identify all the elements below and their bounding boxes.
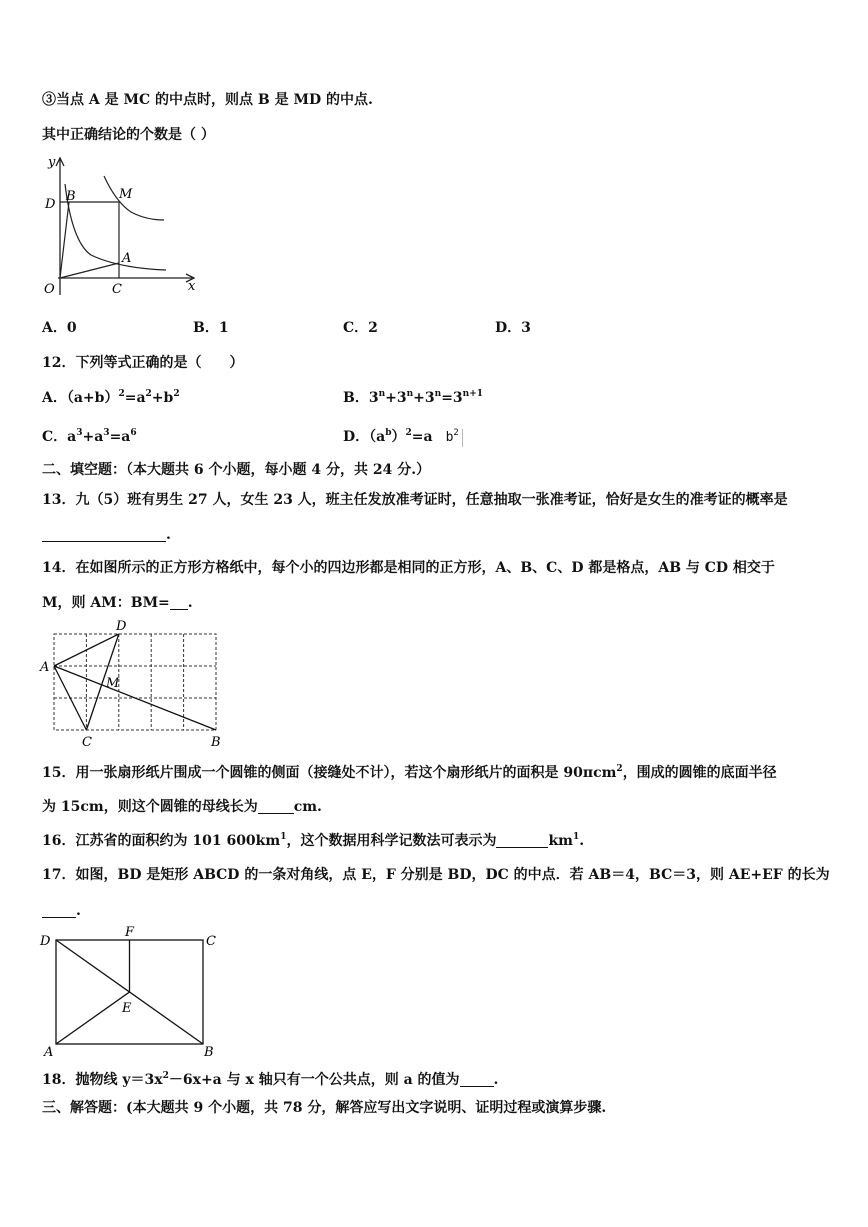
fig17-label-e: E <box>122 1001 132 1016</box>
q12-option-a: A．$(a+b)^2=a^2+b^2$ <box>42 389 180 406</box>
q12-option-b: B．$3^n+3^n+3^n=3^{n+1}$ <box>343 389 484 406</box>
q12-option-d-image-b: $b^2$ <box>443 429 463 447</box>
fig11-label-d: D <box>45 197 56 212</box>
q14-grid-figure <box>36 617 226 749</box>
fig14-label-m: M <box>106 676 120 691</box>
fig11-label-y: y <box>48 155 56 170</box>
fig11-label-m: M <box>119 187 133 202</box>
fig17-label-d: D <box>40 934 51 949</box>
fig17-label-f: F <box>125 925 135 940</box>
q12-option-d: D．$(a^b)^2=a$ $b^2$ <box>343 428 463 447</box>
q15-text-line2: 为 15cm，则这个圆锥的母线长为 cm. <box>42 799 322 815</box>
q17-rectangle-figure <box>36 921 226 1061</box>
fig17-label-c: C <box>206 934 216 949</box>
q14-text-line1: 14．在如图所示的正方形方格纸中，每个小的四边形都是相同的正方形，A、B、C、D 都是格点，AB 与 CD 相交于 <box>42 560 775 576</box>
q17-text-line2: . <box>42 902 81 920</box>
q16-answer-blank[interactable] <box>496 833 548 848</box>
q13-answer-line: . <box>42 526 171 544</box>
q11-option-a: A．0 <box>42 320 77 336</box>
fig11-label-a: A <box>122 251 132 266</box>
fig14-label-c: C <box>82 735 92 749</box>
q17-answer-blank[interactable] <box>42 903 76 918</box>
fig11-label-b: B <box>66 189 76 204</box>
fig14-label-a: A <box>40 660 50 675</box>
q13-answer-blank[interactable] <box>42 527 166 542</box>
section-2-heading: 二、填空题：（本大题共 6 个小题，每小题 4 分，共 24 分.） <box>42 462 431 478</box>
q12-option-c: C．$a^3+a^3=a^6$ <box>42 428 137 445</box>
q11-option-d: D．3 <box>495 320 531 336</box>
q11-figure <box>36 150 201 300</box>
fig17-label-a: A <box>44 1045 54 1060</box>
q13-text: 13．九（5）班有男生 27 人，女生 23 人，班主任发放准考证时，任意抽取一张准考证，恰好是女生的准考证的概率是 <box>42 492 788 508</box>
fig17-label-b: B <box>204 1045 214 1060</box>
q16-text: 16．江苏省的面积约为 101 $600km^1$，这个数据用科学记数法可表示为 $km^1$. <box>42 832 585 849</box>
section-3-heading: 三、解答题：(本大题共 9 个小题，共 78 分，解答应写出文字说明、证明过程或演算步骤. <box>42 1100 607 1116</box>
q14-text-line2: M，则 AM：BM= . <box>42 595 193 611</box>
fig14-label-d: D <box>116 619 127 634</box>
q11-prompt: 其中正确结论的个数是（ ） <box>42 127 215 143</box>
q17-text-line1: 17．如图，BD 是矩形 ABCD 的一条对角线，点 E，F 分别是 BD，DC 的中点．若 AB＝4，BC＝3，则 AE+EF 的长为 <box>42 867 830 883</box>
q14-answer-blank[interactable] <box>170 595 188 610</box>
q11-statement-3: ③当点 A 是 MC 的中点时，则点 B 是 MD 的中点. <box>42 92 373 108</box>
q11-option-c: C．2 <box>343 320 378 336</box>
q11-option-b: B．1 <box>193 320 229 336</box>
q12-stem: 12．下列等式正确的是（ ） <box>42 355 244 371</box>
q18-answer-blank[interactable] <box>460 1072 494 1087</box>
fig11-label-x: x <box>188 279 196 294</box>
fig14-label-b: B <box>211 735 221 749</box>
fig11-label-o: O <box>44 282 55 297</box>
q18-text: 18．抛物线 $y=3x^2-6x+a$ 与 x 轴只有一个公共点，则 a 的值为 . <box>42 1071 499 1088</box>
fig11-label-c: C <box>112 282 122 297</box>
q15-answer-blank[interactable] <box>258 799 294 814</box>
q15-text-line1: 15．用一张扇形纸片围成一个圆锥的侧面（接缝处不计），若这个扇形纸片的面积是 90πcm$^2$，围成的圆锥的底面半径 <box>42 764 777 781</box>
